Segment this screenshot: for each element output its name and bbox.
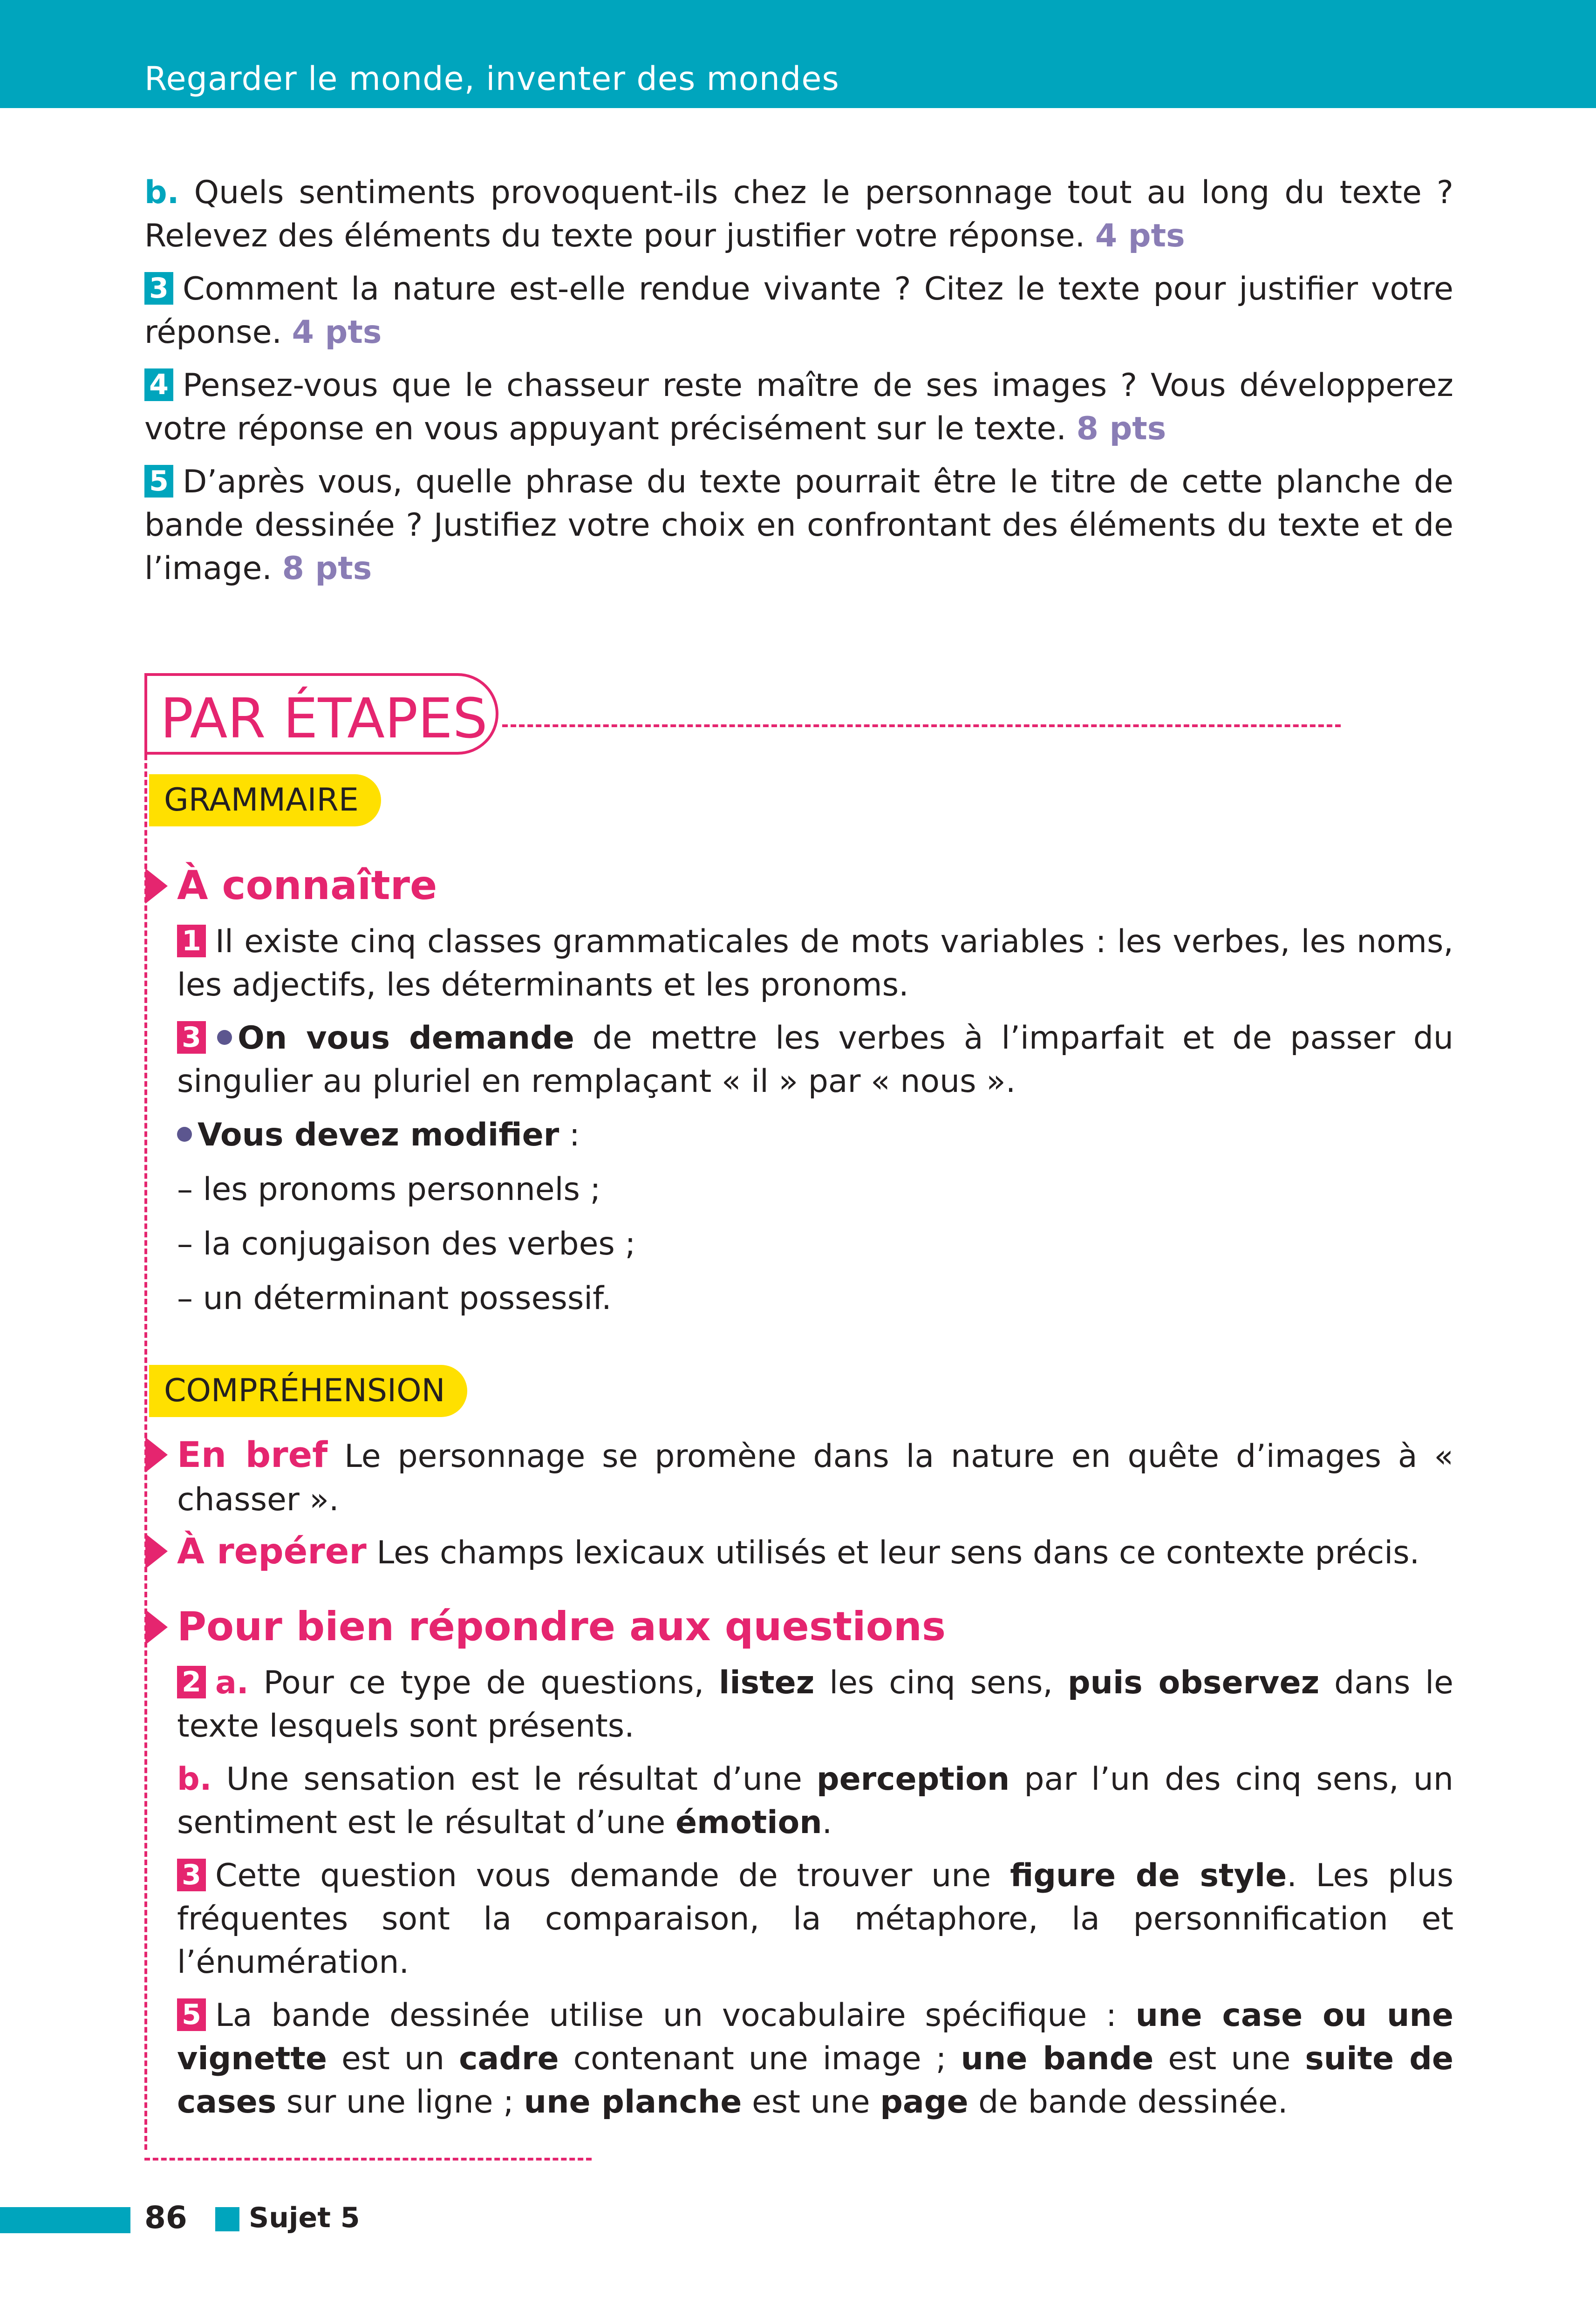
section-title: PAR ÉTAPES (160, 686, 488, 750)
text: contenant une image ; (559, 2040, 961, 2077)
question-text: Quels sentiments provoquent-ils chez le personnage tout au long du texte ? Relevez des éléments du texte pour justifier votre réponse. (144, 174, 1453, 254)
question-number: 4 (144, 368, 173, 401)
bold-text: cadre (459, 2040, 559, 2077)
colon-text: : (559, 1117, 580, 1153)
text: Pour ce type de questions, (248, 1664, 719, 1701)
page-title: Regarder le monde, inventer des mondes (144, 60, 839, 98)
bold-text: On vous demande (238, 1020, 574, 1057)
section-dashed-border-top (502, 724, 1341, 727)
text: est un (327, 2040, 459, 2077)
triangle-bullet-icon (145, 1437, 168, 1472)
text: . (822, 1804, 832, 1841)
bold-text: une case ou une vignette (177, 1997, 1453, 2077)
bold-text: une planche (524, 2084, 742, 2120)
answer-q2b (177, 1758, 1453, 1844)
text: La bande dessinée utilise un vocabulaire spécifique : (215, 1997, 1136, 2034)
item-number: 1 (177, 925, 206, 957)
points-badge: 4 pts (292, 314, 382, 351)
subheading-a-connaitre: À connaître (177, 862, 437, 909)
bold-text: perception (816, 1761, 1010, 1798)
section-dashed-border-bottom (144, 2158, 592, 2161)
item-number: 5 (177, 1998, 206, 2031)
dot-bullet-icon (217, 1030, 232, 1045)
bold-text: suite de cases (177, 2040, 1453, 2120)
item-text: Il existe cinq classes grammaticales de mots variables : les verbes, les noms, les adjectifs, les déterminants et les pronoms. (177, 923, 1453, 1003)
list-item: – la conjugaison des verbes ; (177, 1226, 636, 1262)
text: est une (1153, 2040, 1305, 2077)
text: Une sensation est le résultat d’une (211, 1761, 817, 1798)
answer-q5 (177, 1994, 1453, 2124)
triangle-bullet-icon (145, 868, 168, 904)
list-item: – les pronoms personnels ; (177, 1171, 601, 1208)
triangle-bullet-icon (145, 1534, 168, 1569)
question-4 (144, 364, 1453, 450)
points-badge: 4 pts (1095, 218, 1185, 254)
answer-q2a (177, 1661, 1453, 1748)
dot-bullet-icon (177, 1127, 192, 1142)
item-text: de mettre les verbes à l’imparfait et de passer du singulier au pluriel en remplaçant « il » par « nous ». (177, 1020, 1454, 1100)
text: sur une ligne ; (276, 2084, 524, 2120)
grammaire-pill: GRAMMAIRE (149, 774, 381, 826)
en-bref (177, 1433, 1453, 1521)
subheading-pour-bien-repondre: Pour bien répondre aux questions (177, 1603, 946, 1650)
text: les cinq sens, (814, 1664, 1068, 1701)
comprehension-pill: COMPRÉHENSION (149, 1365, 467, 1417)
modifier-heading (177, 1113, 580, 1157)
a-reperer-label: À repérer (177, 1530, 367, 1572)
text: par l’un des cinq sens, un sentiment est le résultat d’une (177, 1761, 1453, 1841)
answer-q3 (177, 1854, 1453, 1984)
triangle-bullet-icon (145, 1609, 168, 1645)
list-item: – un déterminant possessif. (177, 1280, 612, 1317)
footer-subject-label: Sujet 5 (249, 2202, 360, 2234)
text: . Les plus fréquentes sont la comparaison, la métaphore, la personnification et l’énumération. (177, 1857, 1453, 1981)
bold-text: émotion (675, 1804, 822, 1841)
item-label: b. (177, 1761, 212, 1798)
bold-text: figure de style (1009, 1857, 1287, 1894)
bold-text: puis observez (1067, 1664, 1320, 1701)
footer-square-icon (215, 2207, 239, 2231)
question-label: b. (144, 174, 179, 211)
text: de bande dessinée. (968, 2084, 1288, 2120)
text: Cette question vous demande de trouver une (215, 1857, 1010, 1894)
a-reperer (177, 1529, 1453, 1575)
points-badge: 8 pts (282, 550, 372, 587)
section-title-box (144, 673, 498, 755)
points-badge: 8 pts (1076, 410, 1166, 447)
item-label: a. (215, 1664, 249, 1701)
bold-text: page (880, 2084, 969, 2120)
question-text: D’après vous, quelle phrase du texte pourrait être le titre de cette planche de bande dessinée ? Justifiez votre choix en confrontant des éléments du texte et de l’image. (144, 464, 1453, 587)
bold-text: une bande (961, 2040, 1154, 2077)
text: dans le texte lesquels sont présents. (177, 1664, 1453, 1745)
question-3 (144, 267, 1453, 354)
en-bref-text: Le personnage se promène dans la nature en quête d’images à « chasser ». (177, 1438, 1453, 1518)
item-number: 3 (177, 1859, 206, 1891)
question-text: Comment la nature est-elle rendue vivante ? Citez le texte pour justifier votre réponse. (144, 271, 1453, 351)
question-number: 5 (144, 465, 173, 498)
page-number: 86 (144, 2200, 187, 2236)
a-reperer-text: Les champs lexicaux utilisés et leur sens dans ce contexte précis. (366, 1534, 1420, 1571)
grammar-item-3 (177, 1016, 1453, 1103)
bold-text: Vous devez modifier (198, 1117, 559, 1153)
item-number: 2 (177, 1666, 206, 1698)
header-band (0, 0, 1596, 108)
grammar-item-1 (177, 920, 1453, 1007)
question-5 (144, 460, 1453, 590)
question-text: Pensez-vous que le chasseur reste maître de ses images ? Vous développerez votre réponse en vous appuyant précisément sur le texte. (144, 367, 1453, 447)
question-number: 3 (144, 272, 173, 305)
text: est une (742, 2084, 880, 2120)
question-2b (144, 171, 1453, 258)
footer-bar (0, 2207, 130, 2233)
bold-text: listez (719, 1664, 815, 1701)
item-number: 3 (177, 1021, 206, 1054)
en-bref-label: En bref (177, 1434, 328, 1475)
